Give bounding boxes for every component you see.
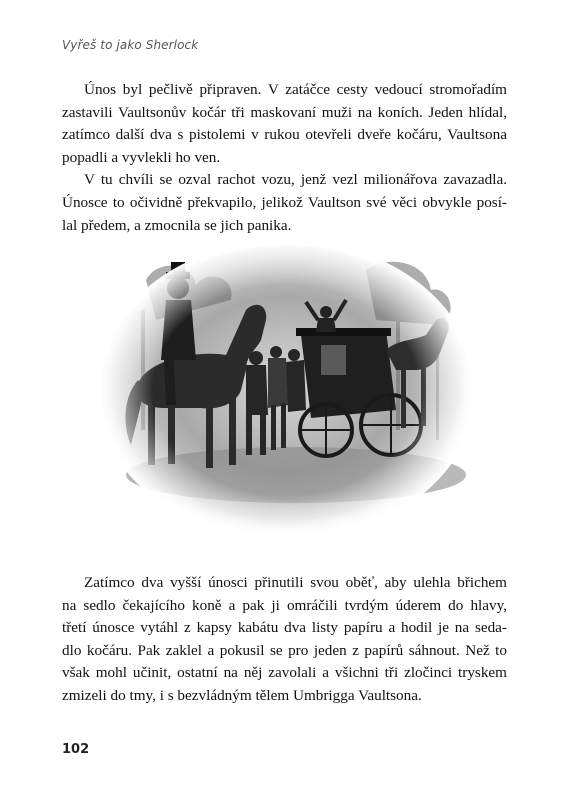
text-line: zatímco další dva s pistolemi v rukou otevřeli dveře kočáru, Vaultsona [62, 126, 507, 144]
text-block-top [62, 79, 507, 237]
page-number: 102 [62, 742, 90, 757]
vignette [96, 240, 476, 540]
text-line: dlo kočáru. Pak zaklel a pokusil se pro jeden z papírů sáhnout. Než to [62, 641, 507, 659]
paragraph-2 [62, 169, 507, 237]
text-line: popadli a vyvlekli ho ven. [62, 148, 221, 166]
text-line: V tu chvíli se ozval rachot vozu, jenž vezl milionářova zavazadla. [84, 171, 507, 189]
text-block-bottom [62, 572, 507, 708]
text-line: zmizeli do tmy, i s bezvládným tělem Umbrigga Vaultsona. [62, 686, 422, 704]
running-title: Vyřeš to jako Sherlock [62, 38, 199, 52]
text-line: třetí únosce vytáhl z kapsy kabátu dva listy papíru a hodil je na seda- [62, 619, 507, 637]
text-line: Únosce to očividně překvapilo, jelikož Vaultson své věci obvykle posí- [62, 193, 507, 211]
paragraph-3 [62, 572, 507, 708]
kidnapping-illustration [96, 240, 476, 540]
text-line: zastavili Vaultsonův kočár tři maskovaní muži na koních. Jeden hlídal, [62, 103, 507, 121]
text-line: však mohl učinit, ostatní na něj zavolali a všichni tři zločinci tryskem [62, 664, 507, 682]
paragraph-1 [62, 79, 507, 169]
text-line: na sedlo čekajícího koně a pak ji omráčili tvrdým úderem do hlavy, [62, 596, 507, 614]
text-line: Únos byl pečlivě připraven. V zatáčce cesty vedoucí stromořadím [84, 81, 507, 98]
text-line: Zatímco dva vyšší únosci přinutili svou oběť, aby ulehla břichem [84, 574, 507, 591]
text-line: lal předem, a zmocnila se jich panika. [62, 216, 292, 234]
